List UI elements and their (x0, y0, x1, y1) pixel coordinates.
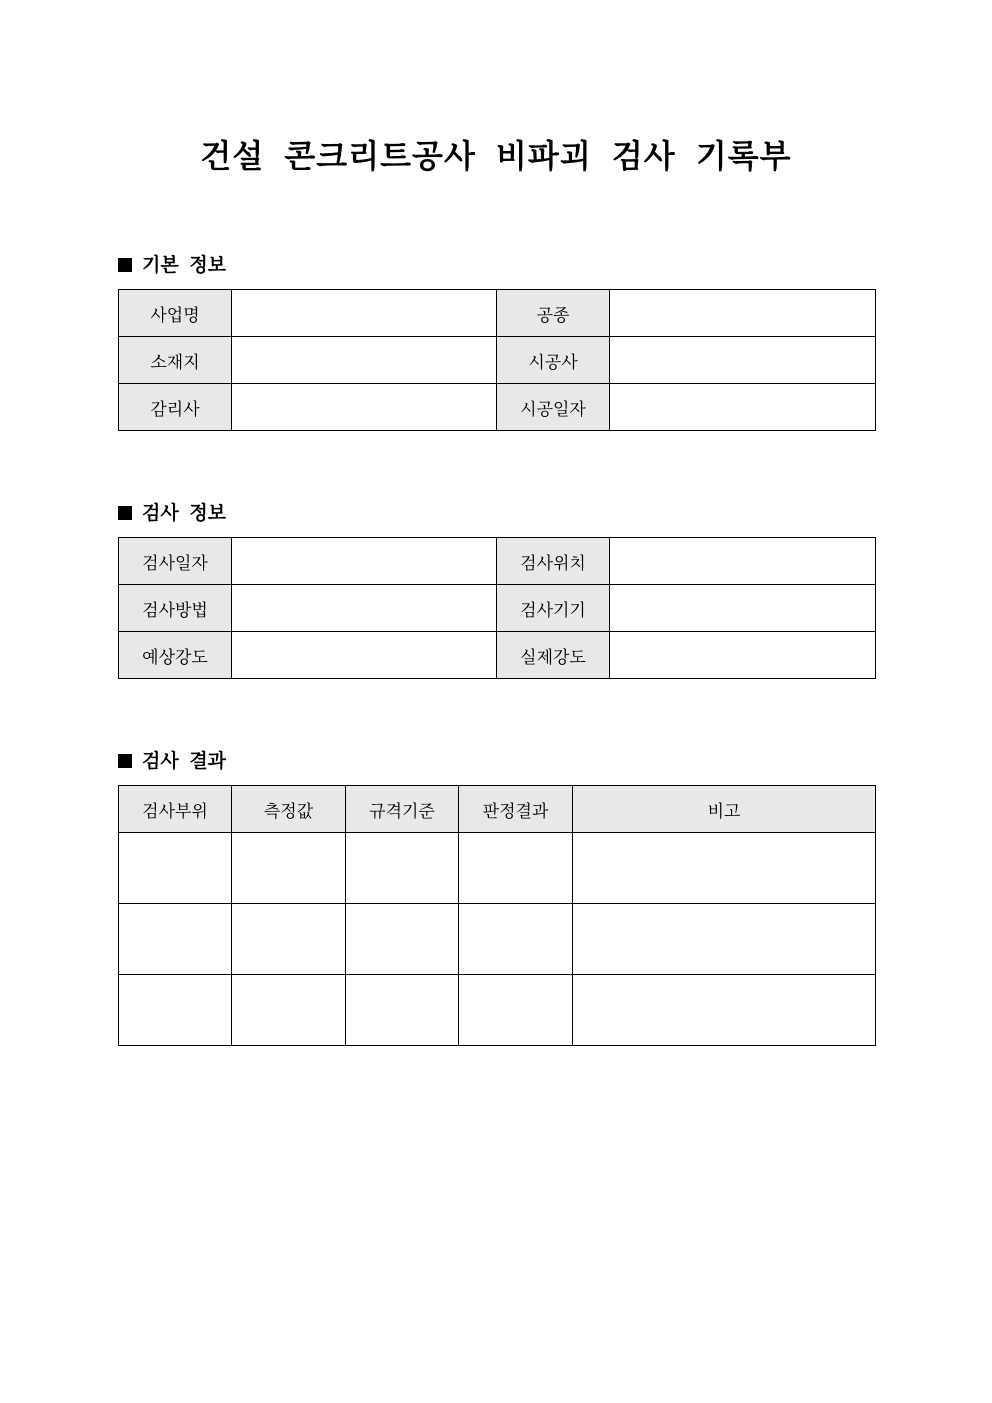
label-inspection-equipment: 검사기기 (497, 585, 610, 632)
column-header-judgment: 판정결과 (459, 786, 573, 833)
inspection-area-cell[interactable] (119, 904, 232, 975)
label-inspection-date: 검사일자 (119, 538, 232, 585)
label-work-type: 공종 (497, 290, 610, 337)
judgment-cell[interactable] (459, 833, 573, 904)
basic-info-table (118, 289, 876, 431)
table-row (119, 585, 876, 632)
section-heading-text: 검사 정보 (142, 502, 227, 524)
measured-value-cell[interactable] (232, 975, 346, 1046)
table-row (119, 975, 876, 1046)
label-location: 소재지 (119, 337, 232, 384)
inspection-method-field[interactable] (232, 585, 497, 632)
inspection-info-table (118, 537, 876, 679)
square-bullet-icon (118, 506, 132, 520)
label-supervisor: 감리사 (119, 384, 232, 431)
remarks-cell[interactable] (573, 904, 876, 975)
location-field[interactable] (232, 337, 497, 384)
contractor-field[interactable] (610, 337, 876, 384)
column-header-standard: 규격기준 (346, 786, 459, 833)
section-heading-basic-info (118, 252, 226, 278)
table-row (119, 290, 876, 337)
remarks-cell[interactable] (573, 975, 876, 1046)
inspection-date-field[interactable] (232, 538, 497, 585)
measured-value-cell[interactable] (232, 833, 346, 904)
measured-value-cell[interactable] (232, 904, 346, 975)
section-heading-inspection-results (118, 748, 226, 774)
table-row (119, 384, 876, 431)
standard-cell[interactable] (346, 904, 459, 975)
label-contractor: 시공사 (497, 337, 610, 384)
label-inspection-location: 검사위치 (497, 538, 610, 585)
actual-strength-field[interactable] (610, 632, 876, 679)
table-row (119, 632, 876, 679)
supervisor-field[interactable] (232, 384, 497, 431)
section-heading-text: 기본 정보 (142, 254, 227, 276)
inspection-results-table (118, 785, 876, 1046)
inspection-area-cell[interactable] (119, 975, 232, 1046)
expected-strength-field[interactable] (232, 632, 497, 679)
table-row (119, 538, 876, 585)
square-bullet-icon (118, 258, 132, 272)
section-heading-inspection-info (118, 500, 226, 526)
work-type-field[interactable] (610, 290, 876, 337)
label-actual-strength: 실제강도 (497, 632, 610, 679)
table-header-row (119, 786, 876, 833)
document-title: 건설 콘크리트공사 비파괴 검사 기록부 (200, 137, 792, 175)
column-header-remarks: 비고 (573, 786, 876, 833)
section-heading-text: 검사 결과 (142, 750, 227, 772)
standard-cell[interactable] (346, 975, 459, 1046)
judgment-cell[interactable] (459, 975, 573, 1046)
judgment-cell[interactable] (459, 904, 573, 975)
table-row (119, 833, 876, 904)
label-expected-strength: 예상강도 (119, 632, 232, 679)
column-header-measured-value: 측정값 (232, 786, 346, 833)
table-row (119, 904, 876, 975)
label-project-name: 사업명 (119, 290, 232, 337)
construction-date-field[interactable] (610, 384, 876, 431)
remarks-cell[interactable] (573, 833, 876, 904)
inspection-location-field[interactable] (610, 538, 876, 585)
column-header-inspection-area: 검사부위 (119, 786, 232, 833)
inspection-area-cell[interactable] (119, 833, 232, 904)
standard-cell[interactable] (346, 833, 459, 904)
label-inspection-method: 검사방법 (119, 585, 232, 632)
project-name-field[interactable] (232, 290, 497, 337)
table-row (119, 337, 876, 384)
label-construction-date: 시공일자 (497, 384, 610, 431)
square-bullet-icon (118, 754, 132, 768)
inspection-equipment-field[interactable] (610, 585, 876, 632)
